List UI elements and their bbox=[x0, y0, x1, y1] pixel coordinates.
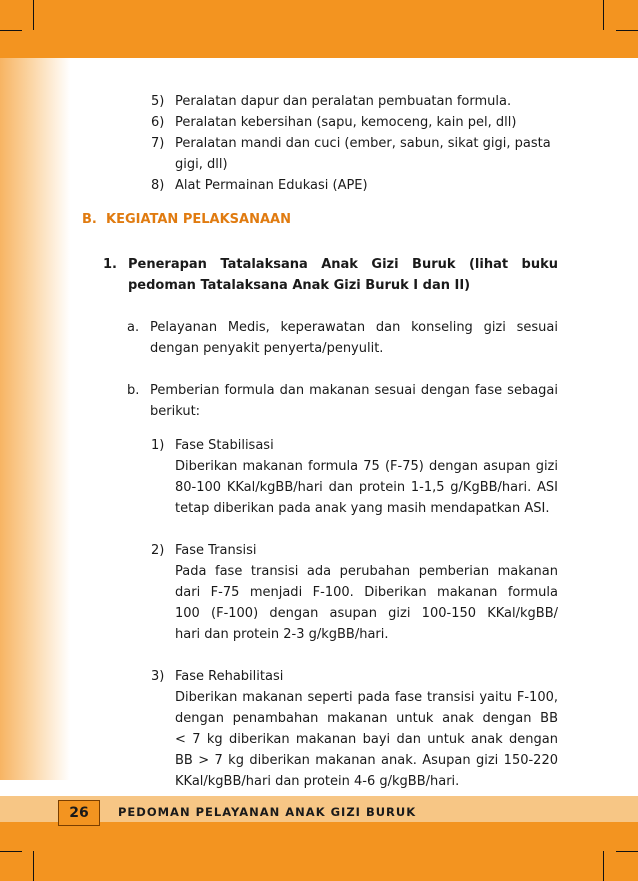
list-item-number: 5) bbox=[151, 94, 165, 109]
list-item-number: 6) bbox=[151, 115, 165, 130]
item-heading-line: pedoman Tatalaksana Anak Gizi Buruk I dan II) bbox=[128, 278, 471, 293]
subitem-text: Pelayanan Medis, keperawatan dan konseling gizi sesuai bbox=[150, 320, 558, 335]
phase-text: Diberikan makanan seperti pada fase transisi yaitu F-100, bbox=[175, 690, 558, 705]
phase-text: BB > 7 kg diberikan makanan anak. Asupan gizi 150-220 bbox=[175, 753, 558, 768]
crop-mark bbox=[0, 851, 22, 852]
list-item-text: Alat Permainan Edukasi (APE) bbox=[175, 178, 368, 193]
section-label: B. bbox=[82, 212, 97, 227]
crop-mark bbox=[33, 0, 34, 30]
subitem-text: Pemberian formula dan makanan sesuai dengan fase sebagai bbox=[150, 383, 558, 398]
item-number: 1. bbox=[103, 257, 117, 272]
phase-text: tetap diberikan pada anak yang masih mendapatkan ASI. bbox=[175, 501, 550, 516]
list-item-continuation: gigi, dll) bbox=[175, 157, 228, 172]
phase-text: dari F-75 menjadi F-100. Diberikan makanan formula bbox=[175, 585, 558, 600]
subitem-letter: b. bbox=[127, 383, 140, 398]
footer-title: PEDOMAN PELAYANAN ANAK GIZI BURUK bbox=[118, 805, 417, 819]
phase-number: 1) bbox=[151, 438, 165, 453]
top-orange-band bbox=[0, 0, 638, 58]
phase-text: Pada fase transisi ada perubahan pemberian makanan bbox=[175, 564, 558, 579]
crop-mark bbox=[33, 851, 34, 881]
subitem-text: dengan penyakit penyerta/penyulit. bbox=[150, 341, 384, 356]
phase-text: < 7 kg diberikan makanan bayi dan untuk anak dengan bbox=[175, 732, 558, 747]
phase-number: 3) bbox=[151, 669, 165, 684]
item-heading-line: Penerapan Tatalaksana Anak Gizi Buruk (lihat buku bbox=[128, 257, 558, 272]
phase-title: Fase Stabilisasi bbox=[175, 438, 274, 453]
crop-mark bbox=[616, 851, 638, 852]
phase-text: hari dan protein 2-3 g/kgBB/hari. bbox=[175, 627, 389, 642]
subitem-letter: a. bbox=[127, 320, 140, 335]
phase-text: Diberikan makanan formula 75 (F-75) dengan asupan gizi bbox=[175, 459, 558, 474]
crop-mark bbox=[616, 30, 638, 31]
page-number: 26 bbox=[58, 800, 100, 826]
bottom-orange-band bbox=[0, 822, 638, 881]
phase-text: 80-100 KKal/kgBB/hari dan protein 1-1,5 g/KgBB/hari. ASI bbox=[175, 480, 558, 495]
crop-mark bbox=[0, 30, 22, 31]
list-item-number: 7) bbox=[151, 136, 165, 151]
phase-text: 100 (F-100) dengan asupan gizi 100-150 KKal/kgBB/ bbox=[175, 606, 558, 621]
list-item-text: Peralatan mandi dan cuci (ember, sabun, sikat gigi, pasta bbox=[175, 136, 551, 151]
list-item-text: Peralatan dapur dan peralatan pembuatan formula. bbox=[175, 94, 512, 109]
phase-text: dengan penambahan makanan untuk anak dengan BB bbox=[175, 711, 558, 726]
list-item-text: Peralatan kebersihan (sapu, kemoceng, kain pel, dll) bbox=[175, 115, 517, 130]
left-gradient-margin bbox=[0, 58, 70, 780]
phase-title: Fase Rehabilitasi bbox=[175, 669, 284, 684]
phase-title: Fase Transisi bbox=[175, 543, 257, 558]
crop-mark bbox=[603, 851, 604, 881]
subitem-text: berikut: bbox=[150, 404, 201, 419]
list-item-number: 8) bbox=[151, 178, 165, 193]
phase-text: KKal/kgBB/hari dan protein 4-6 g/kgBB/hari. bbox=[175, 774, 460, 789]
phase-number: 2) bbox=[151, 543, 165, 558]
section-title: KEGIATAN PELAKSANAAN bbox=[106, 212, 291, 227]
crop-mark bbox=[603, 0, 604, 30]
